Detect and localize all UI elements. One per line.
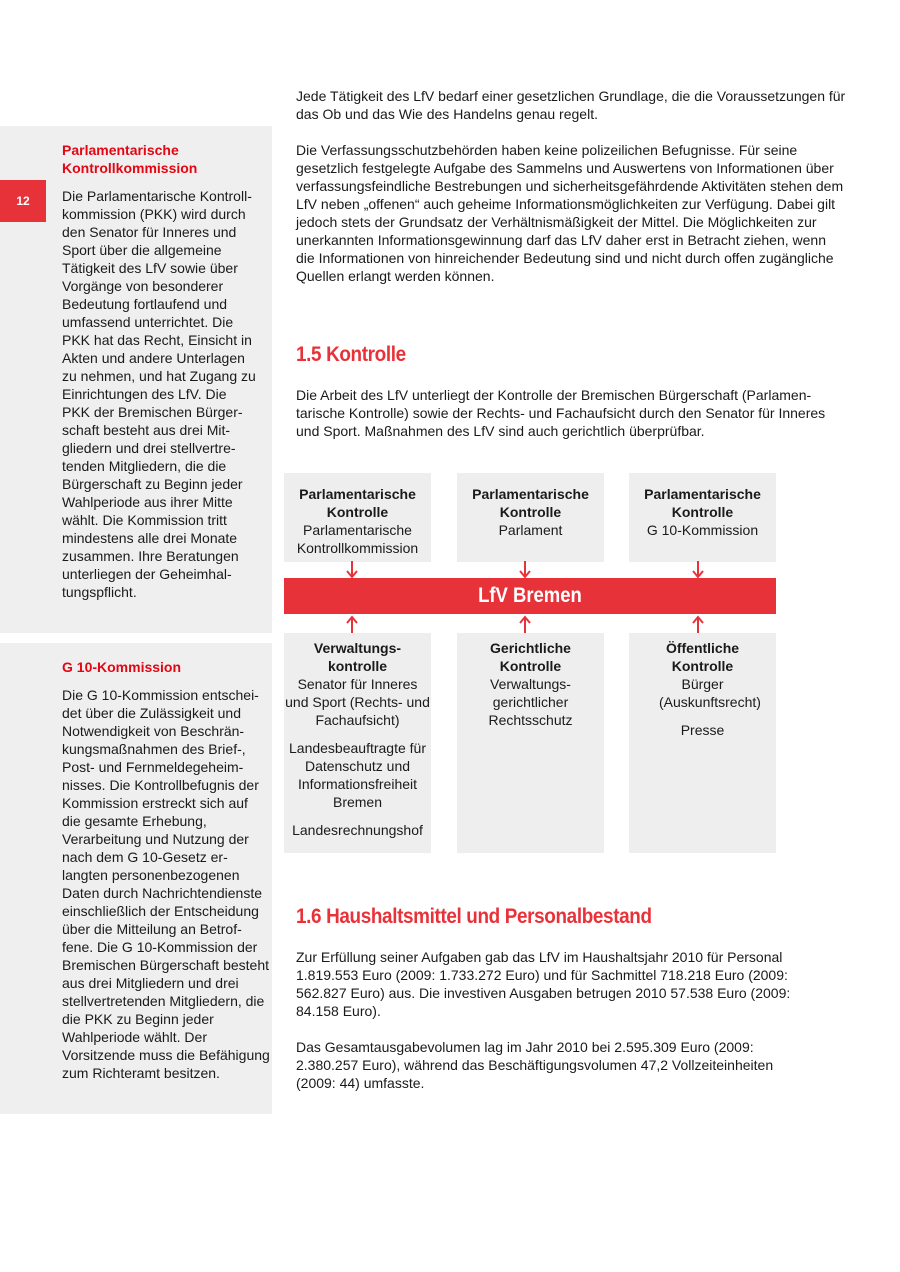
sidebar-text-pkk: Die Parlamentarische Kontroll-kommission (PKK) wird durch den Senator für Inneres und Sport über die allgemeine Tätigkeit des LfV sowie über Vorgänge von besonderer Bedeutung fortlaufend und umfassend unterrichtet. Die PKK hat das Recht, Einsicht in Akten und andere Unterlagen zu nehmen, und hat Zugang zu Einrichtungen des LfV. Die PKK der Bremischen Bürger-schaft besteht aus drei Mit-gliedern und drei stellvertre-tenden Mitgliedern, die die Bürgerschaft zu Beginn jeder Wahlperiode aus ihrer Mitte wählt. Die Kommission tritt mindestens alle drei Monate zusammen. Ihre Beratungen unterliegen der Geheimhal-tungspflicht. [62,188,256,600]
arrow-down-icon [519,561,531,579]
arrow-up-icon [346,615,358,633]
bottom-box-oeffentlich [629,633,776,853]
bottom-box-verwaltung [284,633,431,853]
lfv-bremen-bar [284,578,776,614]
arrow-down-icon [692,561,704,579]
top-box-parlament [457,473,604,562]
intro-paragraph-1: Jede Tätigkeit des LfV bedarf einer gesetzlichen Grundlage, die die Voraussetzungen für das Ob und das Wie des Handelns genau regelt. [296,88,846,122]
haushalt-paragraph-2: Das Gesamtausgabevolumen lag im Jahr 2010 bei 2.595.309 Euro (2009: 2.380.257 Euro), während das Beschäftigungsvolumen 47,2 Vollzeiteinheiten (2009: 44) umfasste. [296,1039,774,1091]
top-box-pkk-title: Parlamentarische Kontrolle [299,486,416,520]
haushalt-paragraph-1: Zur Erfüllung seiner Aufgaben gab das LfV im Haushaltsjahr 2010 für Personal 1.819.553 Euro (2009: 1.733.272 Euro) und für Sachmittel 718.218 Euro (2009: 562.827 Euro) aus. Die investiven Ausgaben betrugen 2010 57.538 Euro (2009: 84.158 Euro). [296,949,791,1019]
bottom-box-verwaltung-title: Verwaltungs-kontrolle [313,640,402,674]
heading-haushaltsmittel: 1.6 Haushaltsmittel und Personalbestand [296,905,652,928]
arrow-up-icon [519,615,531,633]
sidebar-text-g10: Die G 10-Kommission entschei-det über die Zulässigkeit und Notwendigkeit von Beschrän-kungsmaßnahmen des Brief-, Post- und Fernmeldegeheim-nisses. Die Kontrollbefugnis der Kommission erstreckt sich auf die gesamte Erhebung, Verarbeitung und Nutzung der nach dem G 10-Gesetz er-langten personenbezogenen Daten durch Nachrichtendienste einschließlich der Entscheidung über die Mitteilung an Betrof-fene. Die G 10-Kommission der Bremischen Bürgerschaft besteht aus drei Mitgliedern und drei stellvertretenden Mitgliedern, die die PKK zu Beginn jeder Wahlperiode wählt. Der Vorsitzende muss die Befähigung zum Richteramt besitzen. [62,687,270,1081]
bottom-box-oeffentlich-line-2: Presse [680,722,725,738]
top-box-parlament-line: Parlament [498,522,563,538]
bottom-box-gericht-line-1: Verwaltungs-gerichtlicher Rechtsschutz [488,676,573,728]
bottom-box-gericht-title: Gerichtliche Kontrolle [490,640,571,674]
bottom-box-verwaltung-line-1: Senator für Inneres und Sport (Rechts- und Fachaufsicht) [285,676,430,728]
top-box-g10-title: Parlamentarische Kontrolle [644,486,761,520]
bottom-box-verwaltung-line-2: Landesbeauftragte für Datenschutz und Informationsfreiheit Bremen [289,740,426,810]
top-box-g10 [629,473,776,562]
sidebar-title-g10: G 10-Kommission [62,659,182,675]
arrow-down-icon [346,561,358,579]
sidebar-title-pkk: Parlamentarische Kontrollkommission [62,142,198,176]
top-box-pkk [284,473,431,562]
bottom-box-gericht [457,633,604,853]
arrow-up-icon [692,615,704,633]
top-box-parlament-title: Parlamentarische Kontrolle [472,486,589,520]
top-box-pkk-line: Parlamentarische Kontrollkommission [296,522,419,556]
top-box-g10-line: G 10-Kommission [646,522,759,538]
lfv-bremen-label: LfV Bremen [478,584,582,607]
heading-kontrolle: 1.5 Kontrolle [296,343,406,366]
bottom-box-verwaltung-line-3: Landesrechnungshof [292,822,423,838]
kontrolle-paragraph: Die Arbeit des LfV unterliegt der Kontrolle der Bremischen Bürgerschaft (Parlamen-tarische Kontrolle) sowie der Rechts- und Fachaufsicht durch den Senator für Inneres und Sport. Maßnahmen des LfV sind auch gerichtlich überprüfbar. [296,387,826,439]
bottom-box-oeffentlich-line-1: Bürger (Auskunftsrecht) [659,676,761,710]
intro-paragraph-2: Die Verfassungsschutzbehörden haben keine polizeilichen Befugnisse. Für seine gesetzlich festgelegte Aufgabe des Sammelns und Auswertens von Informationen über verfassungsfeindliche Bestrebungen und sicherheitsgefährdende Aktivitäten stehen dem LfV neben „offenen“ auch geheime Informationsmöglichkeiten zur Verfügung. Dabei gilt jedoch stets der Grundsatz der Verhältnismäßigkeit der Mittel. Die Möglichkeiten zur unerkannten Informationsgewinnung darf das LfV daher erst in Betracht ziehen, wenn die Informationen von hinreichender Bedeutung sind und nicht durch offen zugängliche Quellen erlangt werden können. [296,142,844,284]
page-number: 12 [0,180,46,222]
sidebar-box-g10 [0,643,272,1114]
bottom-box-oeffentlich-title: Öffentliche Kontrolle [665,640,740,674]
